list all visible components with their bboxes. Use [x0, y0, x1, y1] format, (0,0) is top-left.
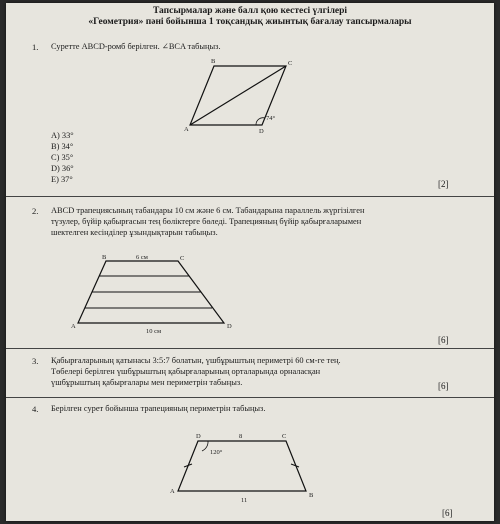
- q3-number: 3.: [32, 356, 39, 366]
- q1-number: 1.: [32, 42, 39, 52]
- bottom-base-label: 10 см: [146, 328, 162, 335]
- worksheet-page: [6, 3, 494, 521]
- divider-2: [6, 348, 494, 349]
- angle-label: 74°: [266, 115, 276, 122]
- q2-line-2: түзулер, бүйір қабырғасын тең бөліктерге бөледі. Трапецияның бүйір қабырғаларымен: [51, 217, 362, 226]
- top-base-label: 6 см: [136, 254, 148, 261]
- bottom-base-label: 11: [241, 497, 248, 504]
- q2-number: 2.: [32, 206, 39, 216]
- label-d: D: [227, 323, 232, 330]
- q3-line-1: Қабырғаларының қатынасы 3:5:7 болатын, үшбұрыштың периметрі 60 см-ге тең.: [51, 356, 341, 365]
- q2-mark: [6]: [438, 335, 449, 345]
- label-a: A: [71, 323, 76, 330]
- q3-line-3: үшбұрыштың қабырғалары мен периметрін табыңыз.: [51, 378, 243, 387]
- label-c: C: [282, 433, 287, 440]
- q4-mark: [6]: [442, 508, 453, 518]
- top-base-label: 8: [239, 433, 243, 440]
- q3-line-2: Төбелері берілген үшбұрыштың қабырғаларының орталарында орналасқан: [51, 367, 321, 376]
- angle-arc: [202, 441, 208, 451]
- label-b: B: [309, 492, 314, 499]
- q1-option-d: D) 36°: [51, 164, 74, 173]
- q1-mark: [2]: [438, 179, 449, 189]
- label-a: A: [184, 126, 189, 133]
- angle-label: 120°: [210, 449, 223, 456]
- q4-number: 4.: [32, 404, 39, 414]
- q1-rhombus-figure: [184, 58, 294, 138]
- label-b: B: [211, 58, 216, 65]
- q1-option-b: B) 34°: [51, 142, 74, 151]
- q4-text: Берілген сурет бойынша трапецияның периметрін табыңыз.: [51, 404, 266, 413]
- label-d: D: [259, 128, 264, 135]
- q1-option-c: C) 35°: [51, 153, 74, 162]
- label-b: B: [102, 254, 107, 261]
- header-subtitle: «Геометрия» пәні бойынша 1 тоқсандық жиынтық бағалау тапсырмалары: [88, 17, 412, 27]
- label-c: C: [180, 255, 185, 262]
- q2-trapezoid-figure: [66, 253, 246, 338]
- divider-3: [6, 397, 494, 398]
- q2-line-3: шектелген кесінділер ұзындықтарын табыңыз.: [51, 228, 218, 237]
- q4-trapezoid-figure: [166, 431, 326, 509]
- q3-mark: [6]: [438, 381, 449, 391]
- label-a: A: [170, 488, 175, 495]
- q1-option-a: A) 33°: [51, 131, 74, 140]
- q2-line-1: ABCD трапециясының табандары 10 см және 6 см. Табандарына параллель жүргізілген: [51, 206, 365, 215]
- label-c: C: [288, 60, 293, 67]
- header-title: Тапсырмалар және балл қою кестесі үлгілері: [152, 6, 348, 16]
- trapezoid-outline: [178, 441, 306, 491]
- q1-option-e: E) 37°: [51, 175, 73, 184]
- divider-1: [6, 196, 494, 197]
- label-d: D: [196, 433, 201, 440]
- q1-text: Суретте ABCD-ромб берілген. ∠BCA табыңыз.: [51, 42, 221, 51]
